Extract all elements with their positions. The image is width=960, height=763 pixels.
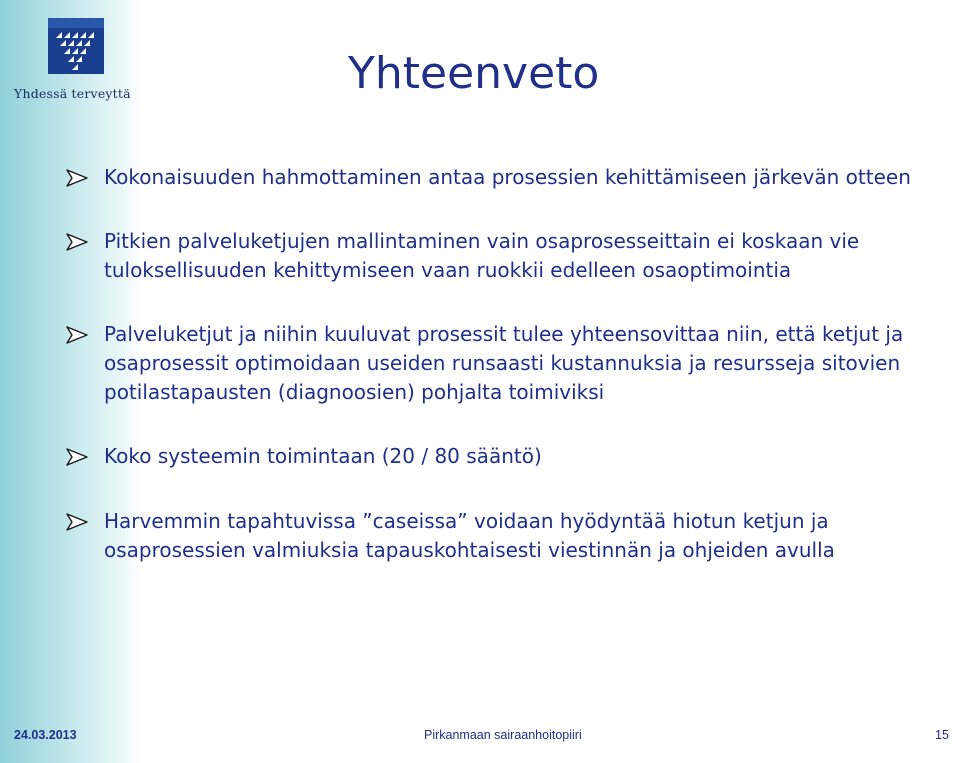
slide-title: Yhteenveto: [348, 48, 600, 99]
bullet-text: Koko systeemin toimintaan (20 / 80 sääntö): [104, 444, 542, 468]
arrowhead-bullet-icon: [66, 326, 88, 344]
footer-date: 24.03.2013: [14, 728, 77, 742]
logo-text: Yhdessä terveyttä: [14, 86, 131, 101]
bullet-item: [66, 320, 960, 407]
triangle-mosaic-logo-icon: [48, 18, 104, 74]
arrowhead-bullet-icon: [66, 448, 88, 466]
bullet-text: Kokonaisuuden hahmottaminen antaa prosessien kehittämiseen järkevän otteen: [104, 165, 911, 189]
footer-organization: Pirkanmaan sairaanhoitopiiri: [424, 728, 582, 742]
bullet-text: Palveluketjut ja niihin kuuluvat prosessit tulee yhteensovittaa niin, että ketjut ja osaprosessit optimoidaan useiden runsaasti kustannuksia ja resursseja sitovien potilastapausten (diagnoosien) pohjalta toimiviksi: [104, 322, 904, 404]
bullet-item: [66, 442, 960, 471]
footer: [0, 728, 960, 742]
bullet-item: [66, 507, 960, 565]
bullet-text: Harvemmin tapahtuvissa ”caseissa” voidaan hyödyntää hiotun ketjun ja osaprosessien valmiuksia tapauskohtaisesti viestinnän ja ohjeiden avulla: [104, 509, 835, 562]
bullet-list: [66, 163, 960, 565]
bullet-item: [66, 163, 960, 192]
bullet-text: Pitkien palveluketjujen mallintaminen vain osaprosesseittain ei koskaan vie tuloksellisuuden kehittymiseen vaan ruokkii edelleen osaoptimointia: [104, 229, 860, 282]
arrowhead-bullet-icon: [66, 233, 88, 251]
arrowhead-bullet-icon: [66, 169, 88, 187]
arrowhead-bullet-icon: [66, 513, 88, 531]
page-number: 15: [935, 728, 949, 742]
bullet-item: [66, 227, 960, 285]
